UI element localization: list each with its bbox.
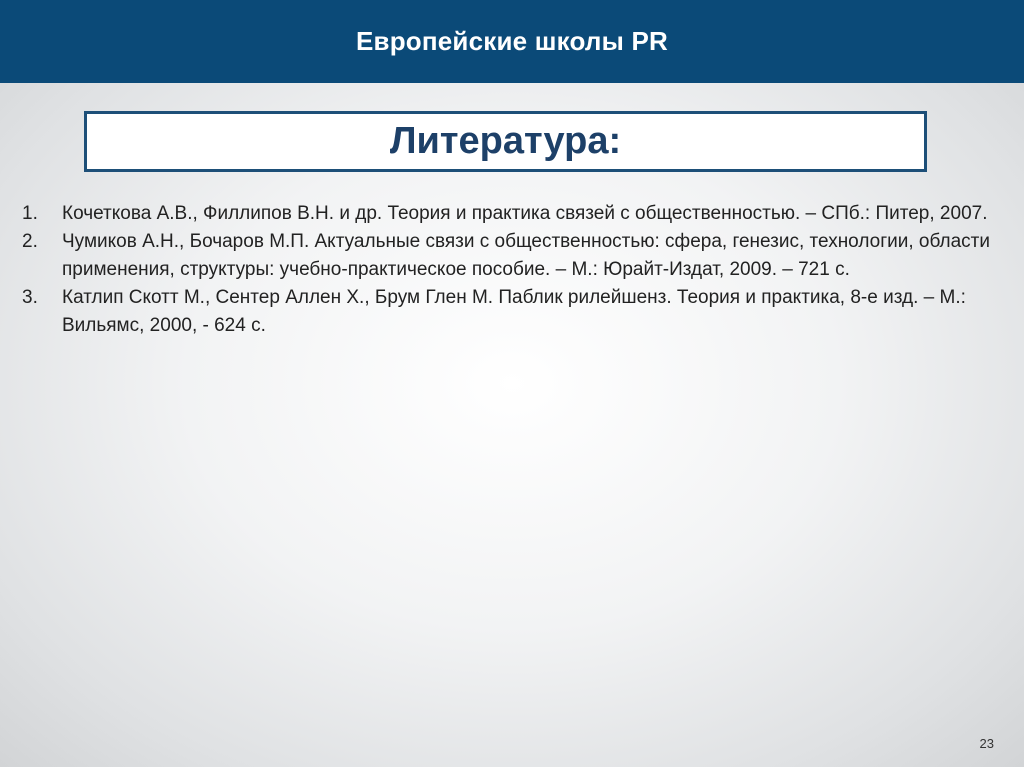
page-number: 23 xyxy=(979,736,994,751)
section-heading-box xyxy=(84,111,927,172)
list-item xyxy=(22,200,997,228)
list-item xyxy=(22,228,997,284)
list-item-text: Кочеткова А.В., Филлипов В.Н. и др. Теория и практика связей с общественностью. – СПб.: Питер, 2007. xyxy=(62,203,988,224)
list-item-number: 3. xyxy=(22,287,38,308)
list-item xyxy=(22,284,997,340)
reference-list xyxy=(22,200,997,340)
list-item-number: 2. xyxy=(22,231,38,252)
header-bar xyxy=(0,0,1024,83)
list-item-text: Чумиков А.Н., Бочаров М.П. Актуальные связи с общественностью: сфера, генезис, технологии, области применения, структуры: учебно-практическое пособие. – М.: Юрайт-Издат, 2009. – 721 с. xyxy=(62,231,990,280)
section-heading: Литература: xyxy=(389,120,622,162)
list-item-number: 1. xyxy=(22,203,38,224)
list-item-text: Катлип Скотт М., Сентер Аллен Х., Брум Глен М. Паблик рилейшенз. Теория и практика, 8-е изд. – М.: Вильямс, 2000, - 624 с. xyxy=(62,287,966,336)
slide-title: Европейские школы PR xyxy=(355,26,668,56)
